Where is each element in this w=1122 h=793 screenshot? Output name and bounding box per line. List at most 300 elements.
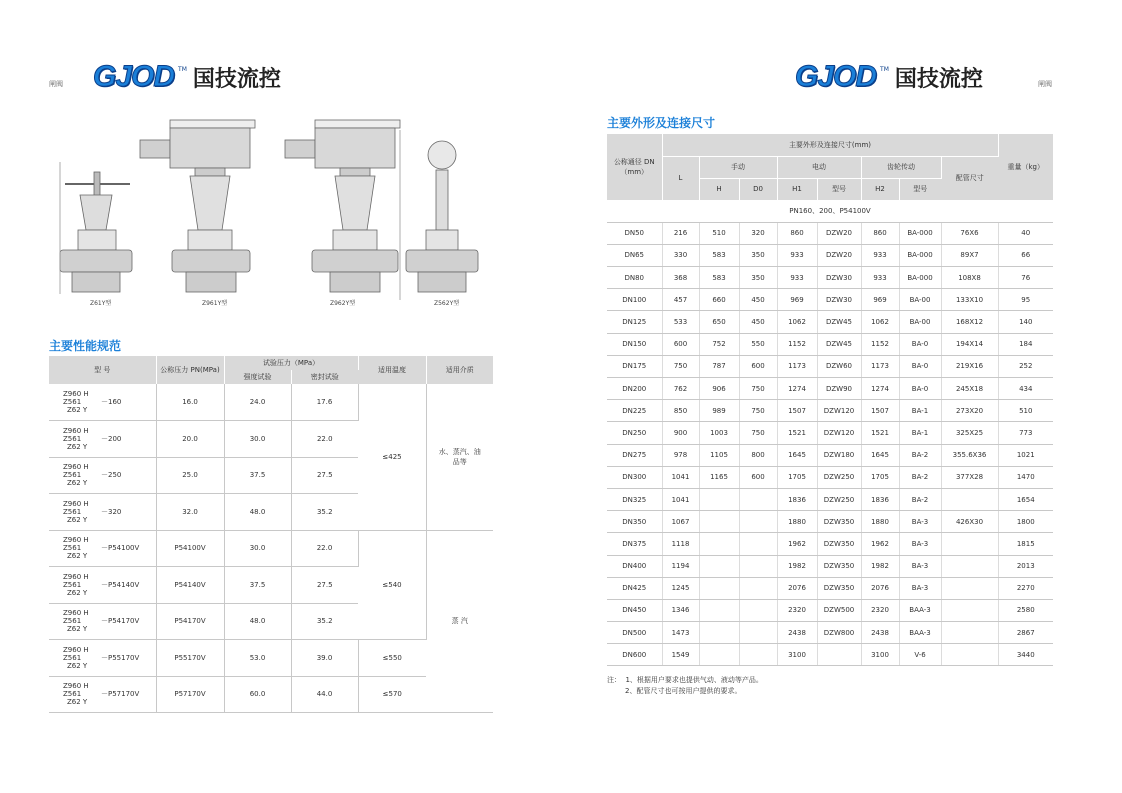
cell-H2: 969 xyxy=(861,289,899,311)
cell-H2: 1173 xyxy=(861,355,899,377)
dimensions-table xyxy=(607,134,1053,666)
cell-gear-model: BA-2 xyxy=(899,444,941,466)
cell-H: 510 xyxy=(699,222,739,244)
cell-H xyxy=(699,488,739,510)
brand-tm: TM xyxy=(178,66,187,73)
brand-logo: GJOD xyxy=(93,60,175,93)
model-line: Z62 Y xyxy=(67,442,88,451)
table-row xyxy=(607,355,1053,377)
cell-H2: 2320 xyxy=(861,599,899,621)
cell-electric-model: DZW60 xyxy=(817,355,861,377)
model-line: Z561 xyxy=(63,690,82,699)
seal-cell: 44.0 xyxy=(291,676,358,713)
cell-weight: 252 xyxy=(998,355,1053,377)
notes-prefix: 注： xyxy=(607,676,621,684)
cell-electric-model: DZW800 xyxy=(817,622,861,644)
cell-D0: 450 xyxy=(739,311,777,333)
header-seal: 密封试验 xyxy=(291,370,358,384)
cell-H: 1165 xyxy=(699,466,739,488)
cell-D0: 750 xyxy=(739,378,777,400)
cell-H2: 3100 xyxy=(861,644,899,666)
page-tag-left: 闸阀 xyxy=(49,80,63,88)
model-range: －250 xyxy=(101,471,122,480)
cell-dn: DN250 xyxy=(607,422,662,444)
cell-pipe: 194X14 xyxy=(941,333,998,355)
header-temp: 适用温度 xyxy=(358,356,426,384)
cell-L: 900 xyxy=(662,422,699,444)
cell-dn: DN600 xyxy=(607,644,662,666)
table-row xyxy=(607,311,1053,333)
model-cell xyxy=(49,640,156,677)
drawing-caption-2: Z961Y型 xyxy=(202,300,228,307)
cell-H1: 2076 xyxy=(777,577,817,599)
cell-H2: 1705 xyxy=(861,466,899,488)
strength-cell: 60.0 xyxy=(224,676,291,713)
header-strength: 强度试验 xyxy=(224,370,291,384)
cell-dn: DN80 xyxy=(607,267,662,289)
model-range: －P57170V xyxy=(101,690,140,699)
model-cell xyxy=(49,494,156,531)
cell-pipe xyxy=(941,644,998,666)
cell-dn: DN65 xyxy=(607,244,662,266)
seal-cell: 22.0 xyxy=(291,421,358,458)
cell-D0 xyxy=(739,555,777,577)
header-H: H xyxy=(699,178,739,200)
cell-weight: 1021 xyxy=(998,444,1053,466)
seal-cell: 35.2 xyxy=(291,603,358,640)
strength-cell: 30.0 xyxy=(224,421,291,458)
cell-electric-model xyxy=(817,644,861,666)
cell-D0 xyxy=(739,533,777,555)
cell-H2: 1062 xyxy=(861,311,899,333)
cell-D0 xyxy=(739,488,777,510)
cell-gear-model: BA-000 xyxy=(899,267,941,289)
header-pn: 公称压力 PN(MPa) xyxy=(156,356,224,384)
pn-cell: P54140V xyxy=(156,567,224,604)
cell-D0: 750 xyxy=(739,422,777,444)
model-range: －320 xyxy=(101,507,122,516)
cell-H xyxy=(699,644,739,666)
medium-cell xyxy=(426,384,493,530)
model-line: Z960 H xyxy=(63,682,89,691)
pn-cell: P55170V xyxy=(156,640,224,677)
brand-name: 国技流控 xyxy=(192,66,281,92)
cell-H: 1003 xyxy=(699,422,739,444)
cell-L: 978 xyxy=(662,444,699,466)
model-line: Z960 H xyxy=(63,426,89,435)
cell-H xyxy=(699,599,739,621)
header-gear: 齿轮传动 xyxy=(861,156,941,178)
cell-H2: 1982 xyxy=(861,555,899,577)
cell-H1: 3100 xyxy=(777,644,817,666)
cell-L: 1549 xyxy=(662,644,699,666)
cell-electric-model: DZW250 xyxy=(817,466,861,488)
table-row xyxy=(607,400,1053,422)
cell-electric-model: DZW20 xyxy=(817,222,861,244)
cell-weight: 1815 xyxy=(998,533,1053,555)
medium-cell: 蒸 汽 xyxy=(426,530,493,713)
cell-D0: 450 xyxy=(739,289,777,311)
cell-dn: DN150 xyxy=(607,333,662,355)
table-row xyxy=(607,444,1053,466)
cell-gear-model: BA-3 xyxy=(899,533,941,555)
table-row xyxy=(607,577,1053,599)
cell-H1: 1173 xyxy=(777,355,817,377)
valve-drawing-electric-1 xyxy=(140,120,255,292)
cell-pipe: 219X16 xyxy=(941,355,998,377)
pn-cell: 32.0 xyxy=(156,494,224,531)
model-line: Z960 H xyxy=(63,463,89,472)
cell-H1: 1982 xyxy=(777,555,817,577)
drawing-caption-3: Z962Y型 xyxy=(330,300,356,307)
model-line: Z62 Y xyxy=(67,406,88,414)
valve-drawing-manual xyxy=(60,162,132,294)
cell-L: 1346 xyxy=(662,599,699,621)
cell-D0: 800 xyxy=(739,444,777,466)
header-dn: 公称通径 DN（mm） xyxy=(607,134,662,200)
cell-weight: 76 xyxy=(998,267,1053,289)
cell-H1: 1705 xyxy=(777,466,817,488)
strength-cell: 53.0 xyxy=(224,640,291,677)
cell-pipe: 273X20 xyxy=(941,400,998,422)
header-pipe: 配管尺寸 xyxy=(941,156,998,200)
cell-L: 1245 xyxy=(662,577,699,599)
cell-pipe xyxy=(941,555,998,577)
model-range: －200 xyxy=(101,434,122,443)
cell-L: 1473 xyxy=(662,622,699,644)
table-row xyxy=(607,644,1053,666)
table-row xyxy=(607,511,1053,533)
group-label: PN160、200、P54100V xyxy=(607,200,1053,222)
cell-D0: 350 xyxy=(739,244,777,266)
table-row xyxy=(607,466,1053,488)
table-row xyxy=(607,222,1053,244)
cell-gear-model: BA-1 xyxy=(899,422,941,444)
cell-gear-model: BA-0 xyxy=(899,378,941,400)
cell-pipe: 108X8 xyxy=(941,267,998,289)
cell-D0 xyxy=(739,644,777,666)
pn-cell: 20.0 xyxy=(156,421,224,458)
model-line: Z561 xyxy=(63,653,82,662)
pn-cell: P54170V xyxy=(156,603,224,640)
model-line: Z62 Y xyxy=(67,698,88,707)
model-line: Z960 H xyxy=(63,536,89,545)
cell-weight: 3440 xyxy=(998,644,1053,666)
header-H1: H1 xyxy=(777,178,817,200)
cell-D0: 320 xyxy=(739,222,777,244)
cell-H: 906 xyxy=(699,378,739,400)
cell-weight: 2580 xyxy=(998,599,1053,621)
cell-weight: 2867 xyxy=(998,622,1053,644)
cell-dn: DN100 xyxy=(607,289,662,311)
header-medium: 适用介质 xyxy=(426,356,493,384)
cell-L: 1041 xyxy=(662,488,699,510)
cell-H xyxy=(699,622,739,644)
section-title-performance: 主要性能规范 xyxy=(49,339,122,353)
strength-cell: 30.0 xyxy=(224,530,291,567)
medium-line: 水、蒸汽、油 xyxy=(438,447,481,456)
cell-L: 533 xyxy=(662,311,699,333)
model-range: －P55170V xyxy=(101,653,140,662)
cell-dn: DN50 xyxy=(607,222,662,244)
cell-H2: 933 xyxy=(861,267,899,289)
cell-weight: 2013 xyxy=(998,555,1053,577)
strength-cell: 37.5 xyxy=(224,457,291,494)
cell-pipe xyxy=(941,599,998,621)
cell-D0: 750 xyxy=(739,400,777,422)
table-row xyxy=(607,267,1053,289)
cell-dn: DN175 xyxy=(607,355,662,377)
model-range: －P54100V xyxy=(101,544,140,553)
cell-gear-model: BAA-3 xyxy=(899,599,941,621)
cell-electric-model: DZW350 xyxy=(817,533,861,555)
cell-H2: 933 xyxy=(861,244,899,266)
cell-electric-model: DZW45 xyxy=(817,311,861,333)
cell-pipe xyxy=(941,577,998,599)
valve-drawings xyxy=(50,110,480,310)
cell-electric-model: DZW500 xyxy=(817,599,861,621)
cell-D0 xyxy=(739,622,777,644)
cell-L: 216 xyxy=(662,222,699,244)
note-1: 1、根据用户要求也提供气动、液动等产品。 xyxy=(625,676,763,684)
header-gear-model: 型号 xyxy=(899,178,941,200)
drawing-caption-1: Z61Y型 xyxy=(90,300,112,307)
cell-H2: 1152 xyxy=(861,333,899,355)
header-D0: D0 xyxy=(739,178,777,200)
cell-electric-model: DZW250 xyxy=(817,488,861,510)
cell-D0 xyxy=(739,599,777,621)
cell-H2: 1645 xyxy=(861,444,899,466)
cell-weight: 773 xyxy=(998,422,1053,444)
model-cell xyxy=(49,384,156,421)
cell-L: 1067 xyxy=(662,511,699,533)
cell-weight: 434 xyxy=(998,378,1053,400)
brand-tm: TM xyxy=(880,66,889,73)
cell-L: 1118 xyxy=(662,533,699,555)
cell-L: 330 xyxy=(662,244,699,266)
cell-pipe: 355.6X36 xyxy=(941,444,998,466)
cell-L: 750 xyxy=(662,355,699,377)
model-range: －160 xyxy=(101,398,122,406)
seal-cell: 35.2 xyxy=(291,494,358,531)
cell-gear-model: BA-2 xyxy=(899,466,941,488)
cell-gear-model: BA-0 xyxy=(899,333,941,355)
cell-pipe xyxy=(941,533,998,555)
model-line: Z561 xyxy=(63,507,82,516)
model-line: Z960 H xyxy=(63,390,89,398)
seal-cell: 39.0 xyxy=(291,640,358,677)
cell-H1: 1062 xyxy=(777,311,817,333)
cell-dn: DN375 xyxy=(607,533,662,555)
model-cell xyxy=(49,567,156,604)
cell-H: 752 xyxy=(699,333,739,355)
pn-cell: P54100V xyxy=(156,530,224,567)
cell-electric-model: DZW30 xyxy=(817,267,861,289)
notes xyxy=(607,675,763,697)
cell-D0 xyxy=(739,511,777,533)
cell-H1: 1962 xyxy=(777,533,817,555)
cell-pipe: 133X10 xyxy=(941,289,998,311)
cell-L: 368 xyxy=(662,267,699,289)
cell-weight: 66 xyxy=(998,244,1053,266)
model-cell xyxy=(49,603,156,640)
model-range: －P54140V xyxy=(101,580,140,589)
drawing-caption-4: Z562Y型 xyxy=(434,300,460,307)
page-tag-right: 闸阀 xyxy=(1038,80,1052,88)
model-line: Z62 Y xyxy=(67,661,88,670)
performance-table xyxy=(49,356,493,713)
cell-weight: 1800 xyxy=(998,511,1053,533)
strength-cell: 37.5 xyxy=(224,567,291,604)
cell-gear-model: BA-3 xyxy=(899,555,941,577)
header-manual: 手动 xyxy=(699,156,777,178)
pn-cell: 16.0 xyxy=(156,384,224,421)
cell-L: 1041 xyxy=(662,466,699,488)
cell-D0: 550 xyxy=(739,333,777,355)
header-L: L xyxy=(662,156,699,200)
model-line: Z62 Y xyxy=(67,479,88,488)
cell-pipe: 245X18 xyxy=(941,378,998,400)
cell-electric-model: DZW45 xyxy=(817,333,861,355)
header-model: 型 号 xyxy=(49,356,156,384)
cell-dn: DN425 xyxy=(607,577,662,599)
cell-H2: 1962 xyxy=(861,533,899,555)
cell-dn: DN200 xyxy=(607,378,662,400)
cell-dn: DN325 xyxy=(607,488,662,510)
cell-pipe: 426X30 xyxy=(941,511,998,533)
cell-weight: 2270 xyxy=(998,577,1053,599)
cell-weight: 40 xyxy=(998,222,1053,244)
cell-H: 1105 xyxy=(699,444,739,466)
cell-D0: 350 xyxy=(739,267,777,289)
header-test-pressure: 试验压力（MPa） xyxy=(224,356,358,370)
table-row xyxy=(607,422,1053,444)
cell-D0: 600 xyxy=(739,466,777,488)
cell-H: 787 xyxy=(699,355,739,377)
seal-cell: 17.6 xyxy=(291,384,358,421)
cell-dn: DN350 xyxy=(607,511,662,533)
brand-left xyxy=(93,60,281,94)
cell-weight: 140 xyxy=(998,311,1053,333)
table-row xyxy=(607,555,1053,577)
cell-L: 1194 xyxy=(662,555,699,577)
section-title-dimensions: 主要外形及连接尺寸 xyxy=(607,116,716,130)
cell-dn: DN225 xyxy=(607,400,662,422)
header-weight: 重量（kg） xyxy=(998,134,1053,200)
cell-electric-model: DZW20 xyxy=(817,244,861,266)
cell-gear-model: BA-0 xyxy=(899,355,941,377)
cell-weight: 95 xyxy=(998,289,1053,311)
strength-cell: 24.0 xyxy=(224,384,291,421)
strength-cell: 48.0 xyxy=(224,494,291,531)
cell-electric-model: DZW180 xyxy=(817,444,861,466)
cell-H1: 860 xyxy=(777,222,817,244)
model-line: Z561 xyxy=(63,617,82,626)
model-line: Z561 xyxy=(63,471,82,480)
model-line: Z960 H xyxy=(63,609,89,618)
cell-gear-model: BA-000 xyxy=(899,244,941,266)
cell-H xyxy=(699,555,739,577)
cell-H1: 1152 xyxy=(777,333,817,355)
table-row xyxy=(49,530,493,567)
model-line: Z561 xyxy=(63,434,82,443)
model-line: Z960 H xyxy=(63,645,89,654)
cell-gear-model: BA-000 xyxy=(899,222,941,244)
table-row xyxy=(607,333,1053,355)
cell-dn: DN125 xyxy=(607,311,662,333)
cell-electric-model: DZW120 xyxy=(817,422,861,444)
brand-logo: GJOD xyxy=(795,60,877,93)
cell-dn: DN275 xyxy=(607,444,662,466)
cell-gear-model: BA-3 xyxy=(899,577,941,599)
cell-H1: 969 xyxy=(777,289,817,311)
cell-weight: 1470 xyxy=(998,466,1053,488)
cell-H1: 1836 xyxy=(777,488,817,510)
temp-cell: ≤570 xyxy=(358,676,426,713)
cell-gear-model: BA-00 xyxy=(899,311,941,333)
cell-gear-model: BA-1 xyxy=(899,400,941,422)
cell-L: 850 xyxy=(662,400,699,422)
cell-H: 583 xyxy=(699,267,739,289)
cell-gear-model: V-6 xyxy=(899,644,941,666)
cell-H1: 1521 xyxy=(777,422,817,444)
cell-dn: DN300 xyxy=(607,466,662,488)
cell-H1: 933 xyxy=(777,244,817,266)
cell-H: 989 xyxy=(699,400,739,422)
cell-H2: 1836 xyxy=(861,488,899,510)
model-line: Z561 xyxy=(63,398,82,406)
temp-cell: ≤550 xyxy=(358,640,426,677)
cell-electric-model: DZW90 xyxy=(817,378,861,400)
seal-cell: 27.5 xyxy=(291,567,358,604)
cell-H2: 2076 xyxy=(861,577,899,599)
cell-weight: 184 xyxy=(998,333,1053,355)
cell-pipe: 168X12 xyxy=(941,311,998,333)
cell-gear-model: BAA-3 xyxy=(899,622,941,644)
medium-line: 品等 xyxy=(452,457,467,466)
model-line: Z561 xyxy=(63,544,82,553)
strength-cell: 48.0 xyxy=(224,603,291,640)
table-row xyxy=(607,488,1053,510)
pn-cell: 25.0 xyxy=(156,457,224,494)
cell-H2: 1521 xyxy=(861,422,899,444)
cell-D0 xyxy=(739,577,777,599)
cell-L: 762 xyxy=(662,378,699,400)
table-row xyxy=(607,378,1053,400)
brand-right xyxy=(795,60,983,94)
model-cell xyxy=(49,676,156,713)
model-line: Z960 H xyxy=(63,572,89,581)
temp-cell: ≤540 xyxy=(358,530,426,640)
cell-H xyxy=(699,577,739,599)
cell-gear-model: BA-00 xyxy=(899,289,941,311)
note-2: 2、配管尺寸也可按用户提供的要求。 xyxy=(625,687,742,695)
model-cell xyxy=(49,530,156,567)
cell-pipe: 325X25 xyxy=(941,422,998,444)
table-row xyxy=(607,244,1053,266)
table-row xyxy=(607,289,1053,311)
cell-dn: DN400 xyxy=(607,555,662,577)
pn-cell: P57170V xyxy=(156,676,224,713)
table-row xyxy=(607,533,1053,555)
temp-cell: ≤425 xyxy=(358,384,426,530)
cell-H1: 1507 xyxy=(777,400,817,422)
model-line: Z62 Y xyxy=(67,625,88,634)
cell-dn: DN500 xyxy=(607,622,662,644)
cell-H1: 2438 xyxy=(777,622,817,644)
cell-electric-model: DZW350 xyxy=(817,555,861,577)
cell-L: 457 xyxy=(662,289,699,311)
